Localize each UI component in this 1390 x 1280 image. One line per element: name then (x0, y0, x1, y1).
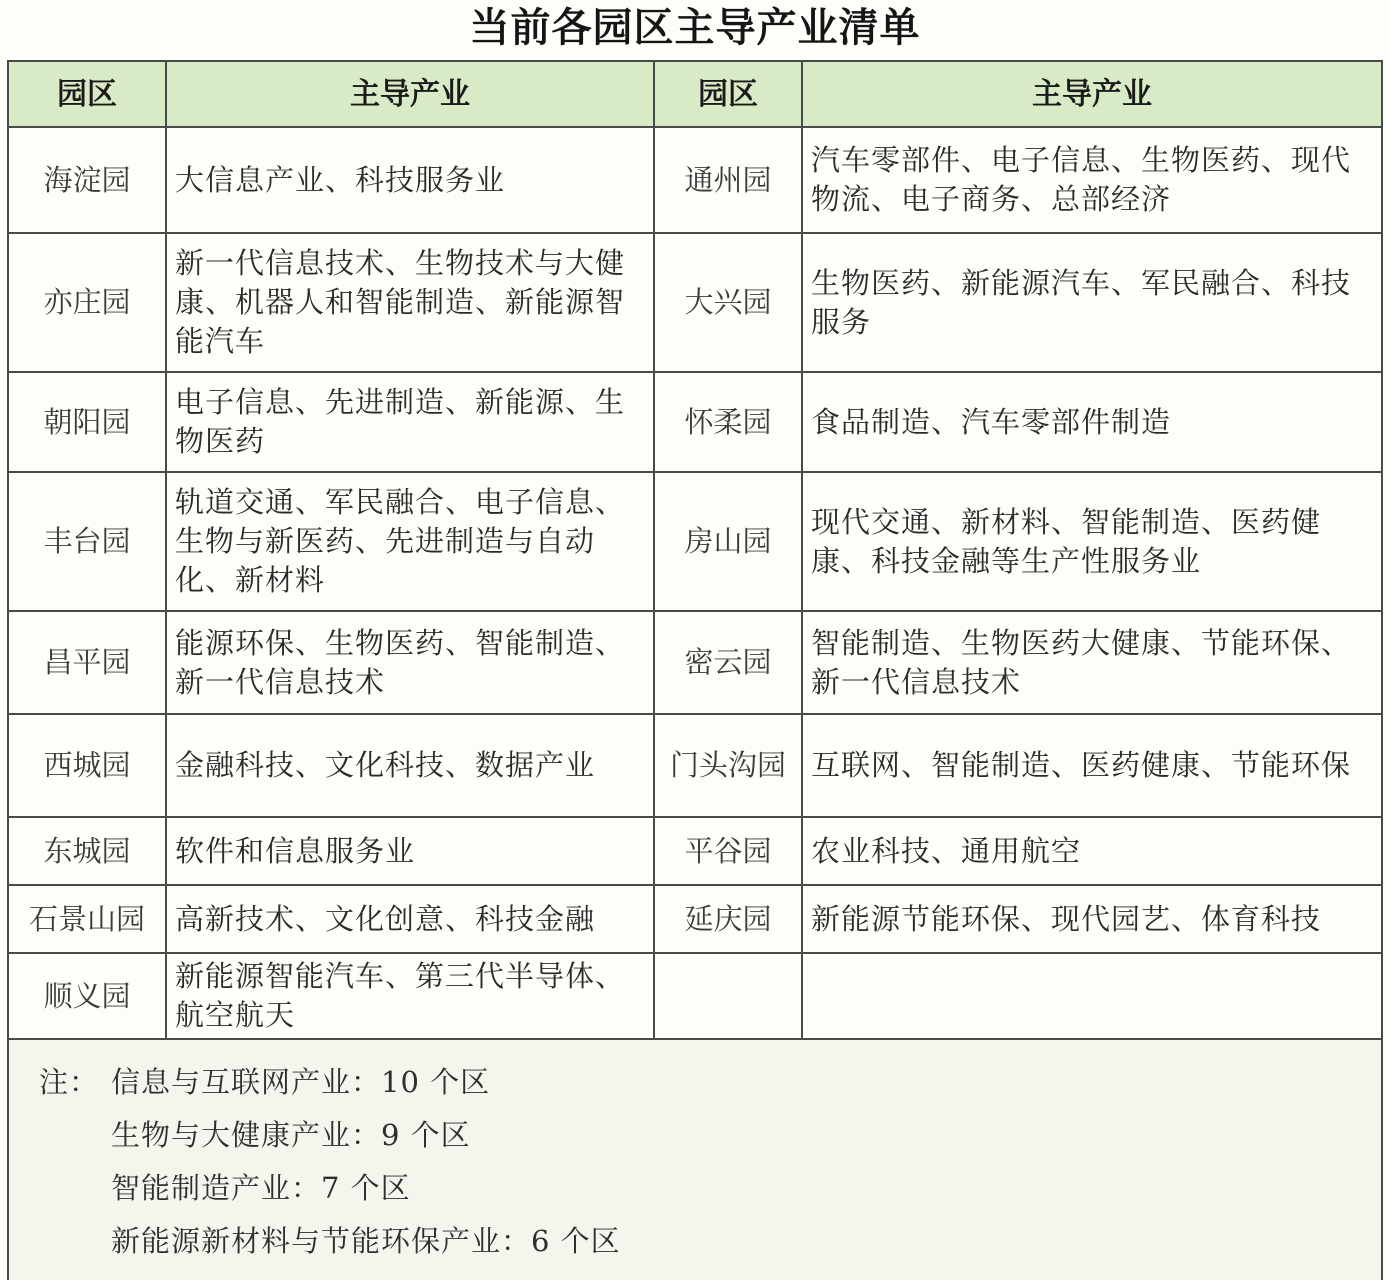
table-row (8, 953, 1382, 1039)
table-row (8, 611, 1382, 714)
park-industry: 大信息产业、科技服务业 (166, 127, 654, 233)
park-name: 延庆园 (654, 885, 802, 953)
park-industry: 汽车零部件、电子信息、生物医药、现代物流、电子商务、总部经济 (802, 127, 1382, 233)
park-industry: 金融科技、文化科技、数据产业 (166, 714, 654, 817)
note-line (39, 1056, 1381, 1109)
park-industry: 现代交通、新材料、智能制造、医药健康、科技金融等生产性服务业 (802, 472, 1382, 611)
park-name: 怀柔园 (654, 372, 802, 472)
park-name: 门头沟园 (654, 714, 802, 817)
park-industry: 轨道交通、军民融合、电子信息、生物与新医药、先进制造与自动化、新材料 (166, 472, 654, 611)
park-name: 东城园 (8, 817, 166, 885)
table-row (8, 233, 1382, 372)
park-industry: 高新技术、文化创意、科技金融 (166, 885, 654, 953)
table-row (8, 372, 1382, 472)
table-row (8, 472, 1382, 611)
note-line (39, 1109, 1381, 1162)
note-text: 智能制造产业：7 个区 (111, 1171, 411, 1205)
header-park-left: 园区 (8, 61, 166, 127)
park-industry: 生物医药、新能源汽车、军民融合、科技服务 (802, 233, 1382, 372)
park-industry: 农业科技、通用航空 (802, 817, 1382, 885)
park-industry: 互联网、智能制造、医药健康、节能环保 (802, 714, 1382, 817)
table-row (8, 127, 1382, 233)
park-name: 海淀园 (8, 127, 166, 233)
park-name (654, 953, 802, 1039)
header-industry-right: 主导产业 (802, 61, 1382, 127)
park-industry: 新能源节能环保、现代园艺、体育科技 (802, 885, 1382, 953)
park-name: 西城园 (8, 714, 166, 817)
park-name: 石景山园 (8, 885, 166, 953)
park-name: 亦庄园 (8, 233, 166, 372)
header-park-right: 园区 (654, 61, 802, 127)
table-row (8, 817, 1382, 885)
park-name: 顺义园 (8, 953, 166, 1039)
note-text: 生物与大健康产业：9 个区 (111, 1118, 471, 1152)
park-name: 房山园 (654, 472, 802, 611)
note-line (39, 1162, 1381, 1215)
park-name: 昌平园 (8, 611, 166, 714)
park-industry: 电子信息、先进制造、新能源、生物医药 (166, 372, 654, 472)
table-row (8, 714, 1382, 817)
notes-row (8, 1039, 1382, 1280)
note-text: 信息与互联网产业：10 个区 (111, 1065, 491, 1099)
park-industry: 食品制造、汽车零部件制造 (802, 372, 1382, 472)
park-name: 平谷园 (654, 817, 802, 885)
park-name: 丰台园 (8, 472, 166, 611)
note-line (39, 1215, 1381, 1268)
header-industry-left: 主导产业 (166, 61, 654, 127)
industry-table (7, 60, 1383, 1280)
park-industry: 新能源智能汽车、第三代半导体、航空航天 (166, 953, 654, 1039)
park-industry: 能源环保、生物医药、智能制造、新一代信息技术 (166, 611, 654, 714)
notes-cell (8, 1039, 1382, 1280)
table-row (8, 885, 1382, 953)
park-name: 大兴园 (654, 233, 802, 372)
note-prefix: 注： (39, 1065, 100, 1099)
park-industry: 新一代信息技术、生物技术与大健康、机器人和智能制造、新能源智能汽车 (166, 233, 654, 372)
park-name: 朝阳园 (8, 372, 166, 472)
park-industry (802, 953, 1382, 1039)
park-industry: 智能制造、生物医药大健康、节能环保、新一代信息技术 (802, 611, 1382, 714)
page-title: 当前各园区主导产业清单 (469, 5, 921, 51)
park-industry: 软件和信息服务业 (166, 817, 654, 885)
note-text: 新能源新材料与节能环保产业：6 个区 (111, 1224, 621, 1258)
park-name: 密云园 (654, 611, 802, 714)
table-header-row (8, 61, 1382, 127)
park-name: 通州园 (654, 127, 802, 233)
